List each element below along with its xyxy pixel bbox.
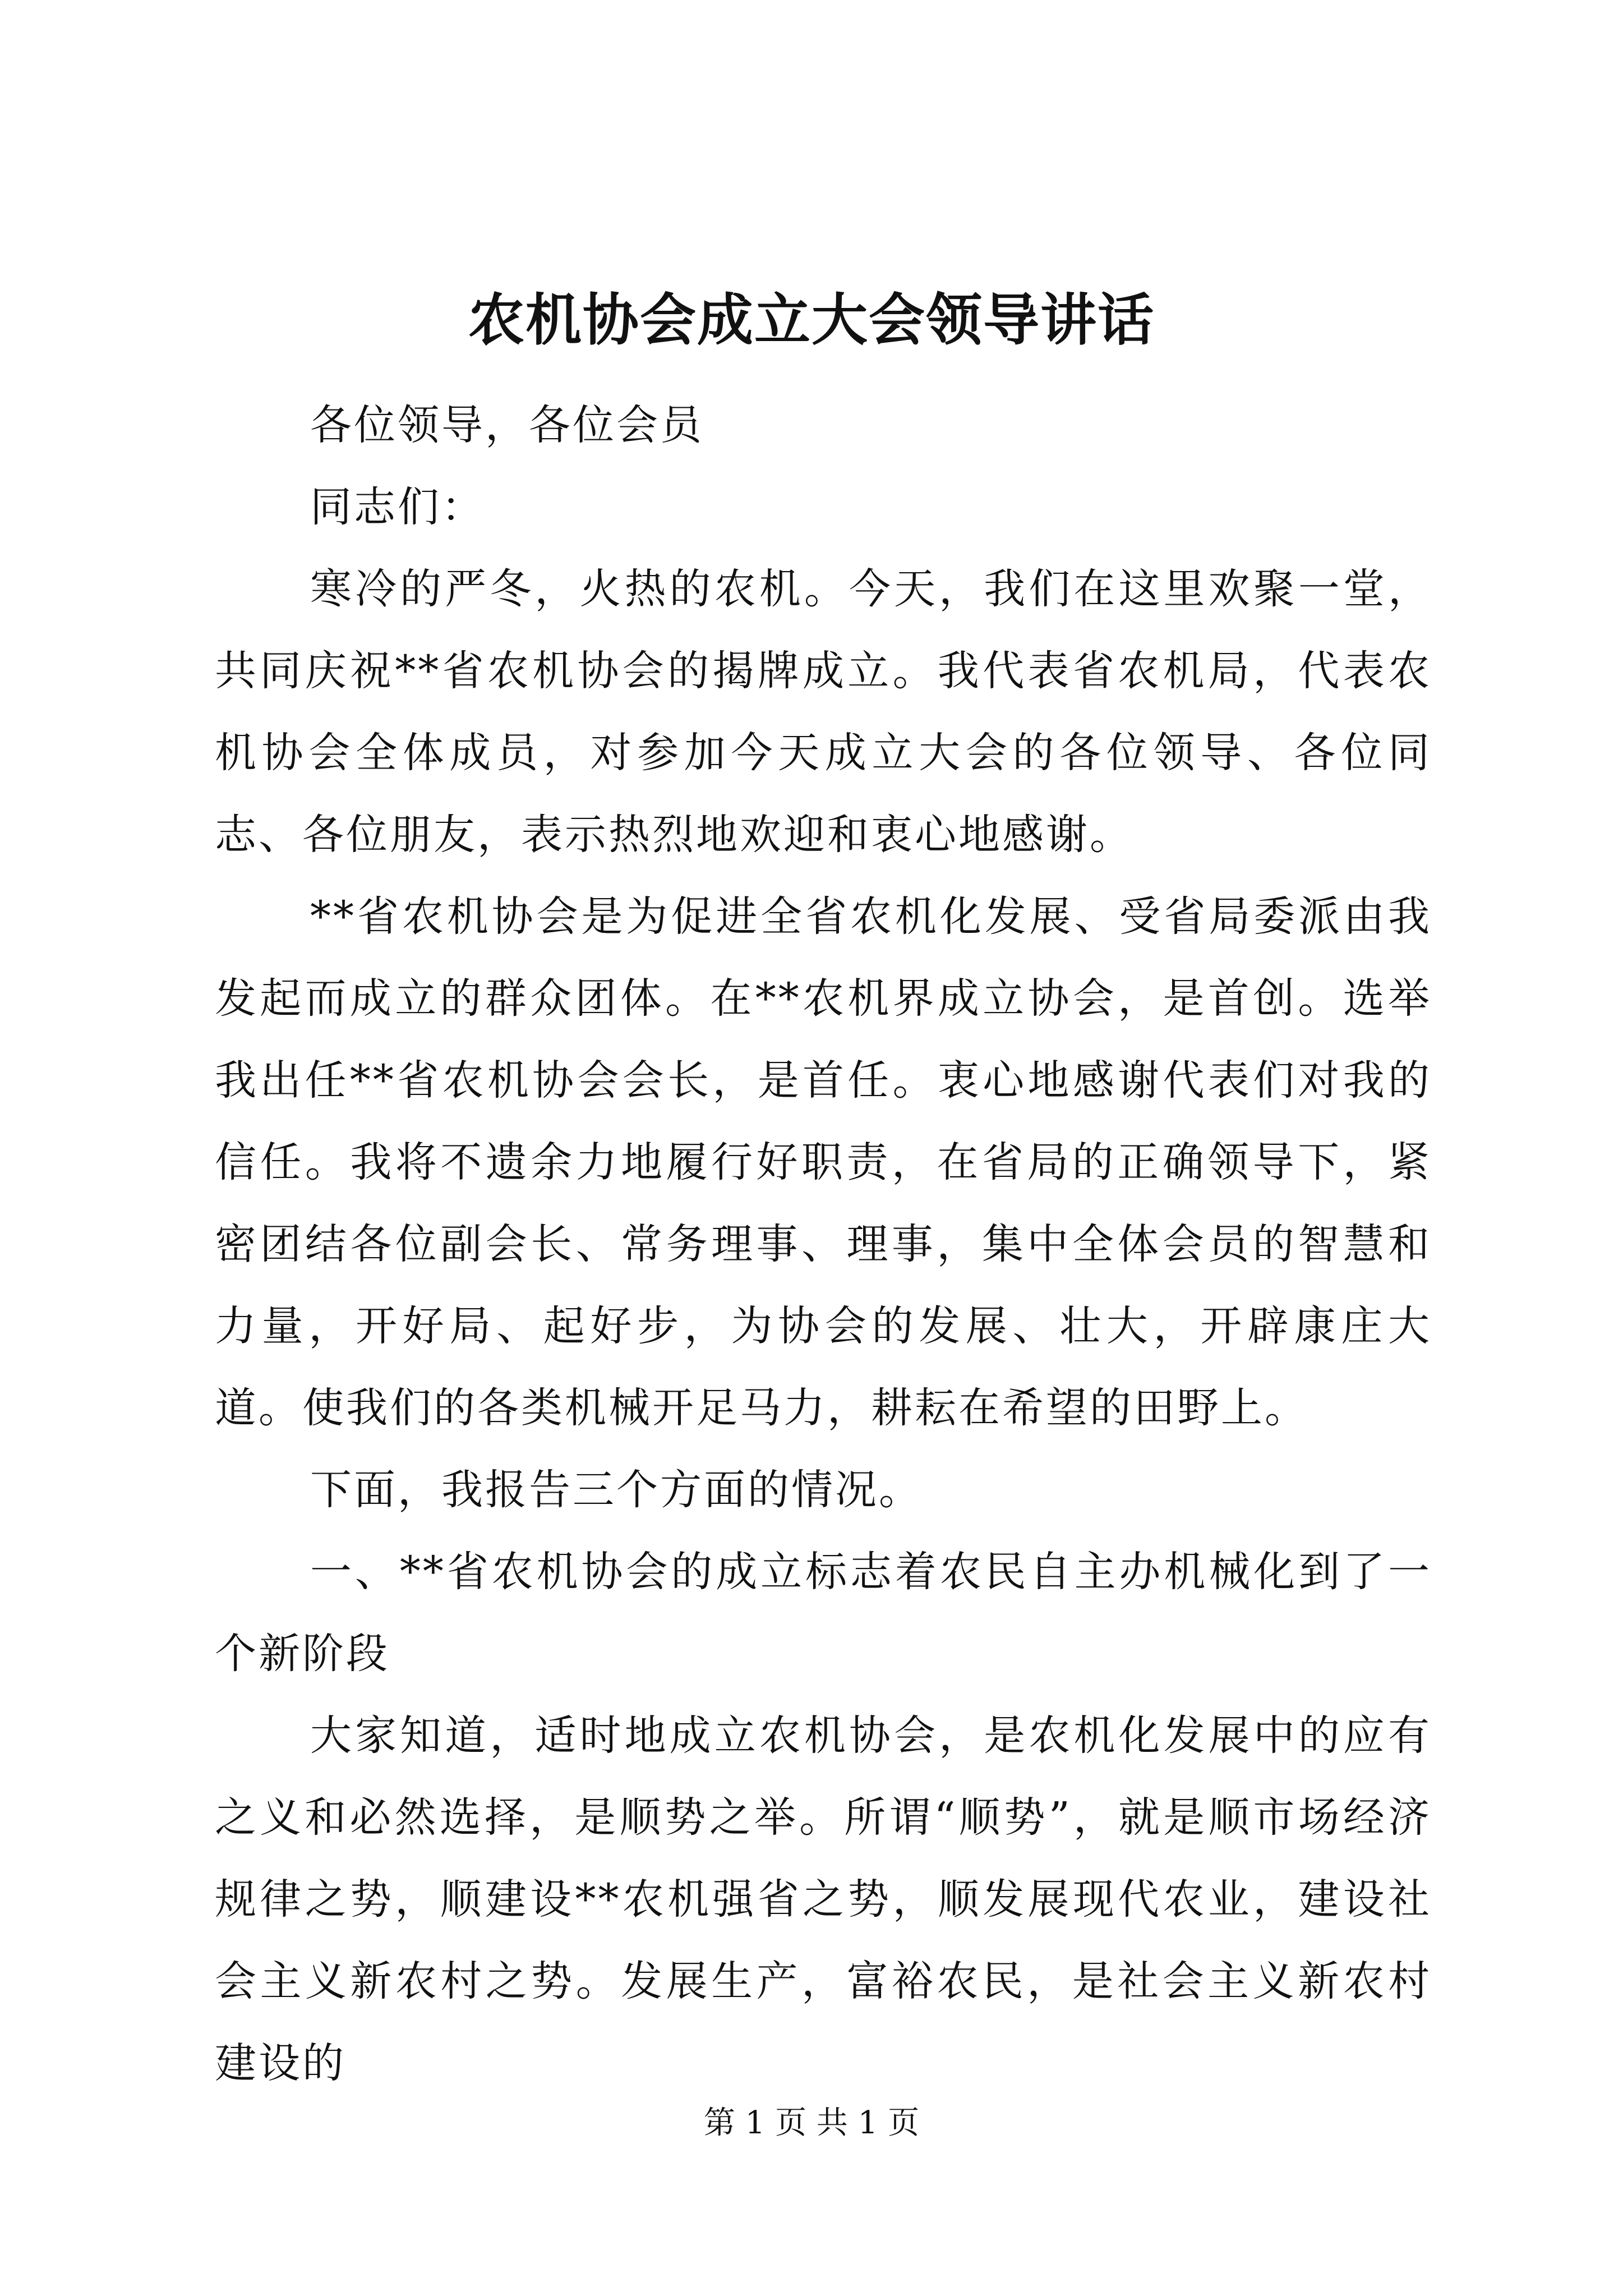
paragraph-section-one: 大家知道，适时地成立农机协会，是农机化发展中的应有之义和必然选择，是顺势之举。所谓“顺势”，就是顺市场经济规律之势，顺建设**农机强省之势，顺发展现代农业，建设社会主义新农村之势。发展生产，富裕农民，是社会主义新农村建设的 xyxy=(215,1711,1432,2087)
paragraph-opening: 寒冷的严冬，火热的农机。今天，我们在这里欢聚一堂，共同庆祝**省农机协会的揭牌成立。我代表省农机局，代表农机协会全体成员，对参加今天成立大会的各位领导、各位同志、各位朋友，表示热烈地欢迎和衷心地感谢。 xyxy=(215,565,1432,859)
salutation-leaders: 各位领导，各位会员 xyxy=(310,401,704,449)
document-title: 农机协会成立大会领导讲话 xyxy=(468,287,1155,353)
salutation-comrades: 同志们： xyxy=(310,483,485,531)
section-heading-one: 一、**省农机协会的成立标志着农民自主办机械化到了一个新阶段 xyxy=(215,1548,1432,1678)
paragraph-association-intro: **省农机协会是为促进全省农机化发展、受省局委派由我发起而成立的群众团体。在**农机界成立协会，是首创。选举我出任**省农机协会会长，是首任。衷心地感谢代表们对我的信任。我将不遗余力地履行好职责，在省局的正确领导下，紧密团结各位副会长、常务理事、理事，集中全体会员的智慧和力量，开好局、起好步，为协会的发展、壮大，开辟康庄大道。使我们的各类机械开足马力，耕耘在希望的田野上。 xyxy=(215,892,1432,1432)
page-number-footer: 第 1 页 共 1 页 xyxy=(703,2105,920,2141)
paragraph-report-outline: 下面，我报告三个方面的情况。 xyxy=(310,1466,923,1514)
document-body xyxy=(215,384,1432,2104)
